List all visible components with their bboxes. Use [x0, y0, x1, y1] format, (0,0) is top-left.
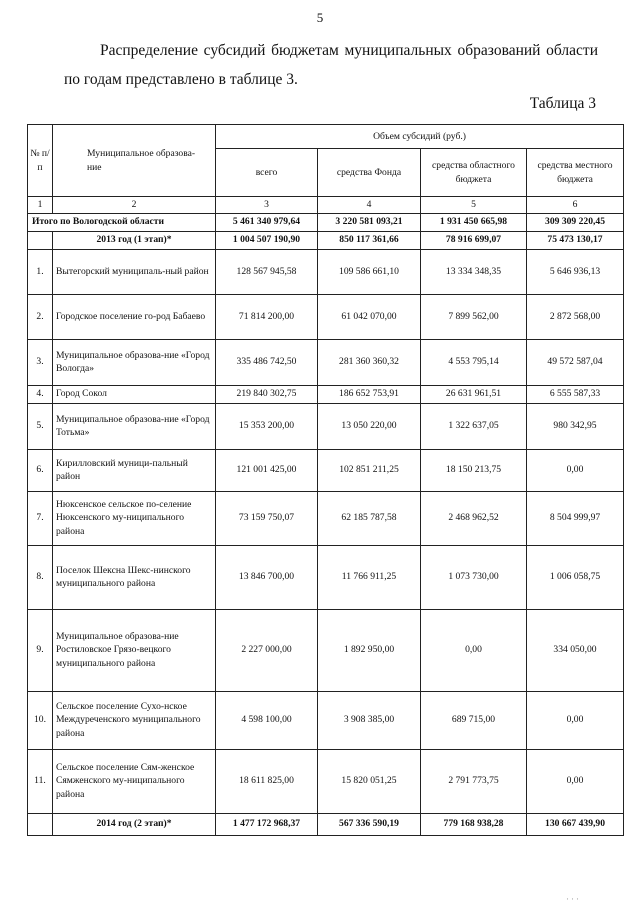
municipality-name: Поселок Шексна Шекс-нинского муниципального района: [53, 545, 216, 609]
stage2-row: [28, 813, 624, 835]
column-numbers-row: [28, 197, 624, 214]
municipality-name: Город Сокол: [53, 385, 216, 403]
table-row: [28, 491, 624, 545]
grand-total-row: [28, 213, 624, 231]
municipality-name: Сельское поселение Сям-женское Сямженского му-ниципального района: [53, 749, 216, 813]
cell-fund: 186 652 753,91: [318, 385, 421, 403]
col-number: 6: [527, 197, 624, 214]
stage2-fund: 567 336 590,19: [318, 813, 421, 835]
stage2-label: 2014 год (2 этап)*: [53, 813, 216, 835]
cell-total: 18 611 825,00: [216, 749, 318, 813]
grand-total-fund: 3 220 581 093,21: [318, 213, 421, 231]
municipality-name: Кирилловский муници-пальный район: [53, 449, 216, 491]
cell-total: 219 840 302,75: [216, 385, 318, 403]
stage1-fund: 850 117 361,66: [318, 231, 421, 249]
cell-local: 334 050,00: [527, 609, 624, 691]
table-row: [28, 545, 624, 609]
col-number: 2: [53, 197, 216, 214]
header-num: № п/п: [28, 125, 53, 197]
grand-total-regional: 1 931 450 665,98: [421, 213, 527, 231]
col-number: 3: [216, 197, 318, 214]
table-row: [28, 749, 624, 813]
grand-total-local: 309 309 220,45: [527, 213, 624, 231]
cell-local: 0,00: [527, 691, 624, 749]
table-row: [28, 449, 624, 491]
municipality-name: Муниципальное образова-ние «Город Вологда»: [53, 339, 216, 385]
cell-local: 6 555 587,33: [527, 385, 624, 403]
cell-total: 128 567 945,58: [216, 249, 318, 294]
cell-total: 15 353 200,00: [216, 403, 318, 449]
cell-total: 13 846 700,00: [216, 545, 318, 609]
municipality-name: Сельское поселение Сухо-нское Междуреченского муниципального района: [53, 691, 216, 749]
row-number: 3.: [28, 339, 53, 385]
cell-regional: 2 791 773,75: [421, 749, 527, 813]
cell-fund: 62 185 787,58: [318, 491, 421, 545]
cell-regional: 13 334 348,35: [421, 249, 527, 294]
table-caption: Таблица 3: [529, 95, 596, 112]
scan-artifact: ···: [566, 894, 581, 904]
row-number: 4.: [28, 385, 53, 403]
header-local: средства местного бюджета: [527, 149, 624, 197]
row-number: 5.: [28, 403, 53, 449]
cell-fund: 13 050 220,00: [318, 403, 421, 449]
stage1-label: 2013 год (1 этап)*: [53, 231, 216, 249]
cell-local: 0,00: [527, 749, 624, 813]
cell-local: 980 342,95: [527, 403, 624, 449]
subsidy-table: [27, 124, 624, 836]
cell-local: 2 872 568,00: [527, 294, 624, 339]
stage1-row: [28, 231, 624, 249]
stage2-total: 1 477 172 968,37: [216, 813, 318, 835]
table-row: [28, 403, 624, 449]
cell-local: 0,00: [527, 449, 624, 491]
stage1-local: 75 473 130,17: [527, 231, 624, 249]
cell-fund: 281 360 360,32: [318, 339, 421, 385]
cell-regional: 2 468 962,52: [421, 491, 527, 545]
header-fund: средства Фонда: [318, 149, 421, 197]
cell-fund: 11 766 911,25: [318, 545, 421, 609]
cell-regional: 689 715,00: [421, 691, 527, 749]
header-regional: средства областного бюджета: [421, 149, 527, 197]
grand-total-total: 5 461 340 979,64: [216, 213, 318, 231]
cell-fund: 109 586 661,10: [318, 249, 421, 294]
cell-regional: 1 073 730,00: [421, 545, 527, 609]
municipality-name: Городское поселение го-род Бабаево: [53, 294, 216, 339]
cell-total: 2 227 000,00: [216, 609, 318, 691]
cell-total: 4 598 100,00: [216, 691, 318, 749]
header-municipality: Муниципальное образова-ние: [53, 125, 216, 197]
cell-fund: 102 851 211,25: [318, 449, 421, 491]
cell-fund: 61 042 070,00: [318, 294, 421, 339]
row-number: 7.: [28, 491, 53, 545]
intro-paragraph: Распределение субсидий бюджетам муниципальных образований области по годам представлено в таблице 3.: [64, 42, 598, 88]
table-row: [28, 249, 624, 294]
table-row: [28, 691, 624, 749]
col-number: 4: [318, 197, 421, 214]
row-number: 2.: [28, 294, 53, 339]
stage2-local: 130 667 439,90: [527, 813, 624, 835]
cell-regional: 4 553 795,14: [421, 339, 527, 385]
stage2-regional: 779 168 938,28: [421, 813, 527, 835]
row-number: 10.: [28, 691, 53, 749]
cell-regional: 1 322 637,05: [421, 403, 527, 449]
table-row: [28, 339, 624, 385]
row-number: 11.: [28, 749, 53, 813]
stage1-regional: 78 916 699,07: [421, 231, 527, 249]
cell-local: 49 572 587,04: [527, 339, 624, 385]
table-row: [28, 294, 624, 339]
row-number: 6.: [28, 449, 53, 491]
page-number: 5: [316, 10, 324, 25]
row-number: 8.: [28, 545, 53, 609]
grand-total-label: Итого по Вологодской области: [28, 213, 216, 231]
table-row: [28, 609, 624, 691]
cell-total: 73 159 750,07: [216, 491, 318, 545]
header-row-1: [28, 125, 624, 149]
cell-local: 5 646 936,13: [527, 249, 624, 294]
cell-total: 71 814 200,00: [216, 294, 318, 339]
col-number: 1: [28, 197, 53, 214]
municipality-name: Муниципальное образова-ние «Город Тотьма»: [53, 403, 216, 449]
cell-regional: 26 631 961,51: [421, 385, 527, 403]
row-number: 9.: [28, 609, 53, 691]
header-volume: Объем субсидий (руб.): [216, 125, 624, 149]
municipality-name: Вытегорский муниципаль-ный район: [53, 249, 216, 294]
stage1-num-cell: [28, 231, 53, 249]
cell-regional: 0,00: [421, 609, 527, 691]
municipality-name: Нюксенское сельское по-селение Нюксенского му-ниципального района: [53, 491, 216, 545]
cell-local: 1 006 058,75: [527, 545, 624, 609]
cell-total: 335 486 742,50: [216, 339, 318, 385]
cell-regional: 7 899 562,00: [421, 294, 527, 339]
cell-fund: 3 908 385,00: [318, 691, 421, 749]
cell-fund: 15 820 051,25: [318, 749, 421, 813]
stage1-total: 1 004 507 190,90: [216, 231, 318, 249]
header-total: всего: [216, 149, 318, 197]
cell-total: 121 001 425,00: [216, 449, 318, 491]
col-number: 5: [421, 197, 527, 214]
cell-fund: 1 892 950,00: [318, 609, 421, 691]
stage2-num-cell: [28, 813, 53, 835]
cell-local: 8 504 999,97: [527, 491, 624, 545]
row-number: 1.: [28, 249, 53, 294]
table-row: [28, 385, 624, 403]
municipality-name: Муниципальное образова-ние Ростиловское Грязо-вецкого муниципального района: [53, 609, 216, 691]
cell-regional: 18 150 213,75: [421, 449, 527, 491]
